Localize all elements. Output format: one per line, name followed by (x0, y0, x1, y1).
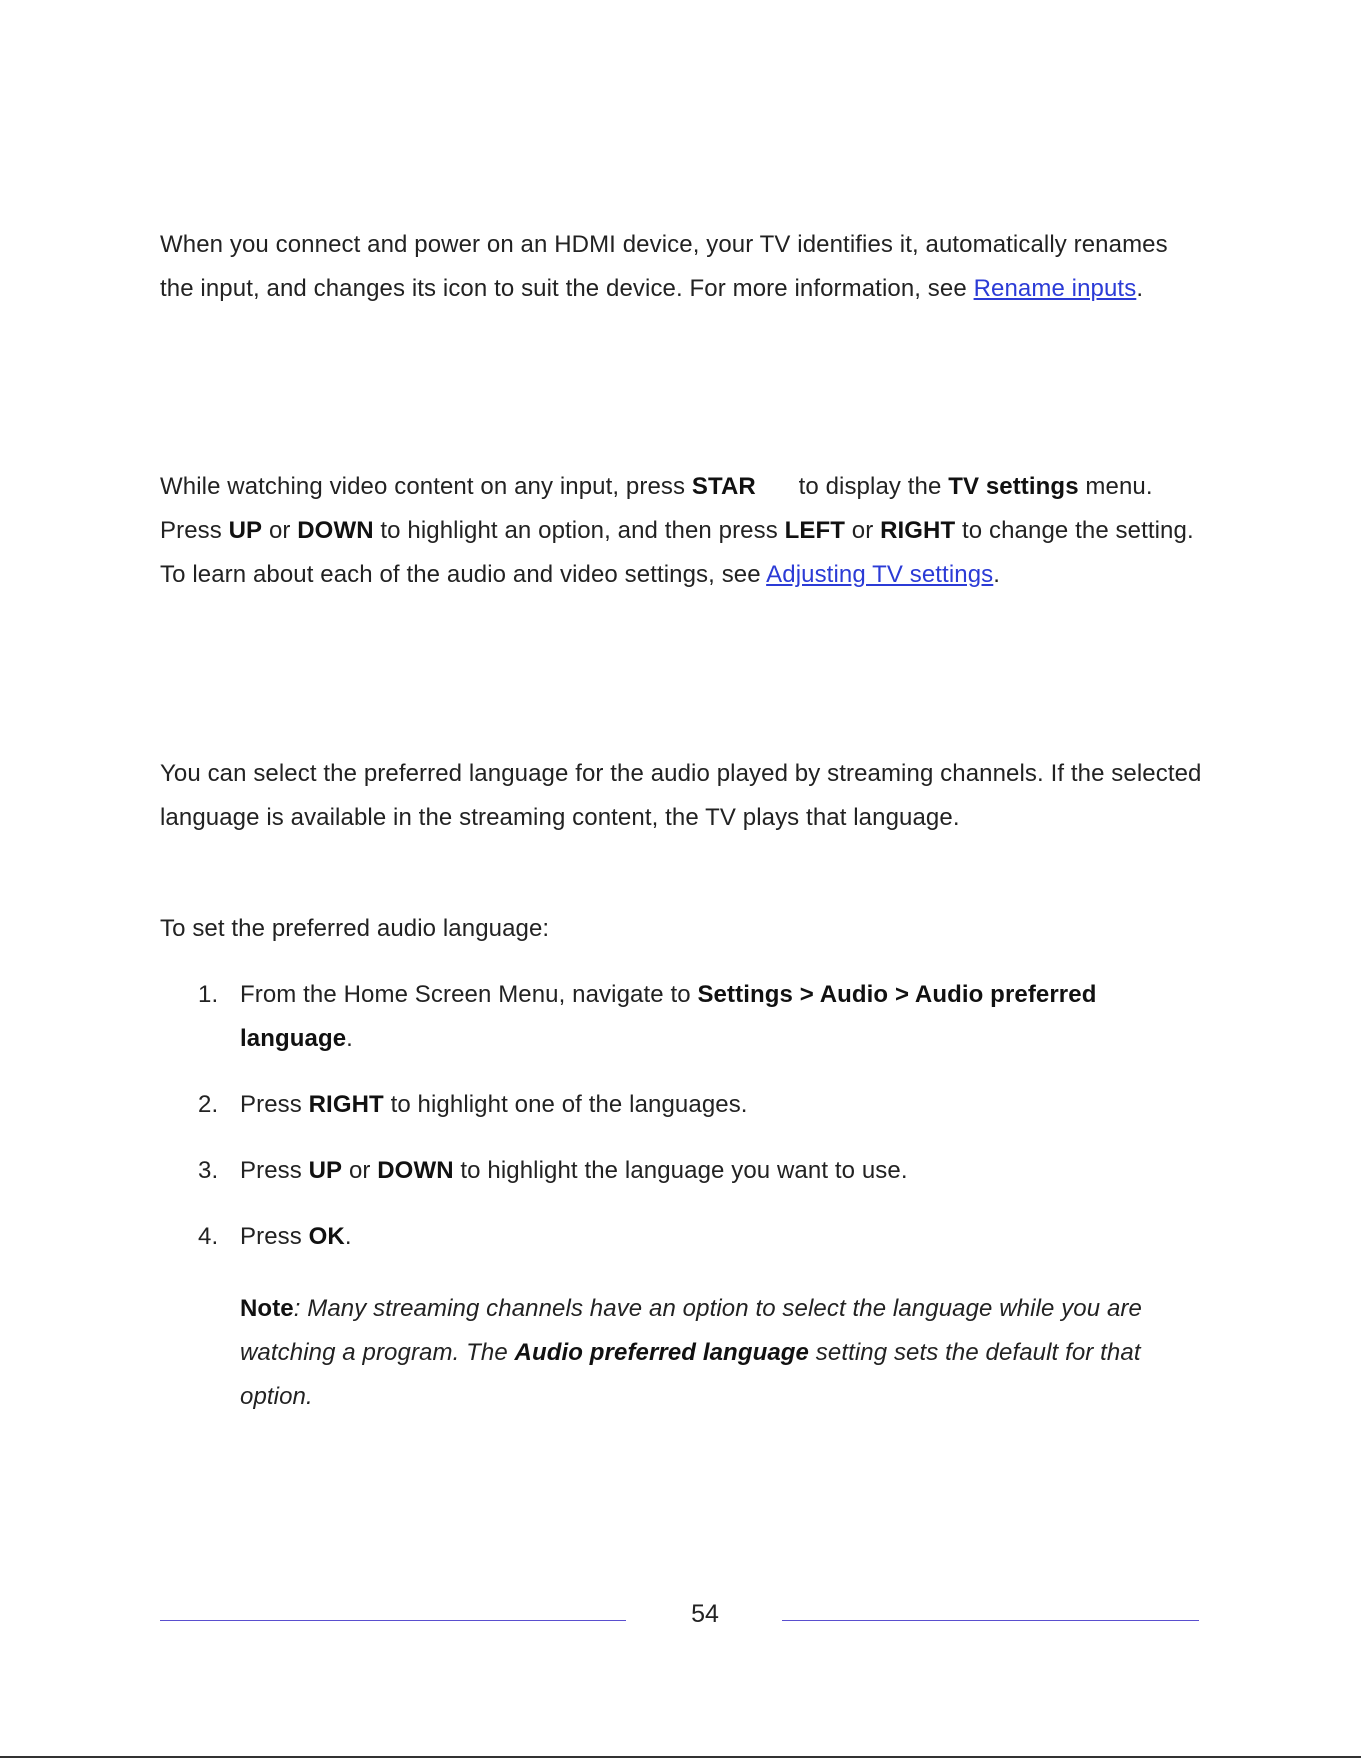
star-key-label: STAR (691, 473, 756, 500)
up-key-label: UP (308, 1157, 343, 1184)
note-text-2: setting sets the default for that option. (240, 1339, 1141, 1410)
tv-settings-label: TV settings (948, 473, 1079, 500)
note-text-1: : Many streaming channels have an option to select the language while you are watching a program. The (240, 1295, 1142, 1366)
list-item (160, 1215, 1205, 1259)
down-key-label: DOWN (297, 517, 374, 544)
para2-text-1: While watching video content on any input, press (160, 473, 692, 500)
audio-language-paragraph: You can select the preferred language for the audio played by streaming channels. If the selected language is available in the streaming content, the TV plays that language. (160, 760, 1202, 831)
right-key-label: RIGHT (880, 517, 956, 544)
rename-inputs-link[interactable]: Rename inputs (973, 275, 1137, 302)
list-item (160, 973, 1205, 1061)
note-paragraph (240, 1287, 1205, 1419)
left-key-label: LEFT (784, 517, 845, 544)
step-text: to highlight the language you want to use. (453, 1157, 908, 1184)
adjusting-tv-settings-link[interactable]: Adjusting TV settings (766, 561, 994, 588)
step-text: Press (240, 1157, 309, 1184)
steps-list (160, 973, 1205, 1281)
step-number: 2. (198, 1091, 219, 1118)
step-text: . (344, 1223, 352, 1250)
para2-text-7: to change the setting. To learn about each of the audio and video settings, see (160, 517, 1194, 588)
step-text: . (346, 1025, 353, 1052)
para2-text-4: or (262, 517, 298, 544)
para2-text-3: menu. Press (160, 473, 1153, 544)
ok-key-label: OK (308, 1223, 345, 1250)
footer-rule-right (782, 1620, 1199, 1621)
para2-text-5: to highlight an option, and then press (373, 517, 785, 544)
page-number: 54 (691, 1600, 719, 1628)
step-number: 3. (198, 1157, 219, 1184)
step-text: or (342, 1157, 378, 1184)
up-key-label: UP (228, 517, 263, 544)
para2-text-2: to display the (791, 473, 949, 500)
list-item (160, 1149, 1205, 1193)
right-key-label: RIGHT (308, 1091, 384, 1118)
step-text: From the Home Screen Menu, navigate to (240, 981, 698, 1008)
footer-rule-left (160, 1620, 626, 1621)
tv-settings-paragraph (160, 465, 1205, 597)
list-item (160, 1083, 1205, 1127)
step-number: 4. (198, 1223, 219, 1250)
procedure-intro: To set the preferred audio language: (160, 915, 550, 942)
note-label: Note (240, 1295, 294, 1322)
step-text: Press (240, 1223, 309, 1250)
para1-text: When you connect and power on an HDMI device, your TV identifies it, automatically renames the input, and changes its icon to suit the device. For more information, see (160, 231, 1168, 302)
step-number: 1. (198, 981, 219, 1008)
hdmi-rename-paragraph (160, 223, 1205, 311)
para1-period: . (1136, 275, 1144, 302)
step-text: Press (240, 1091, 309, 1118)
bottom-edge-rule (0, 1756, 1361, 1758)
down-key-label: DOWN (377, 1157, 454, 1184)
settings-path: Settings > Audio > Audio preferred language (240, 981, 1097, 1052)
audio-preferred-language-label: Audio preferred language (514, 1339, 809, 1366)
para2-period: . (993, 561, 1001, 588)
para2-text-6: or (845, 517, 881, 544)
step-text: to highlight one of the languages. (383, 1091, 748, 1118)
